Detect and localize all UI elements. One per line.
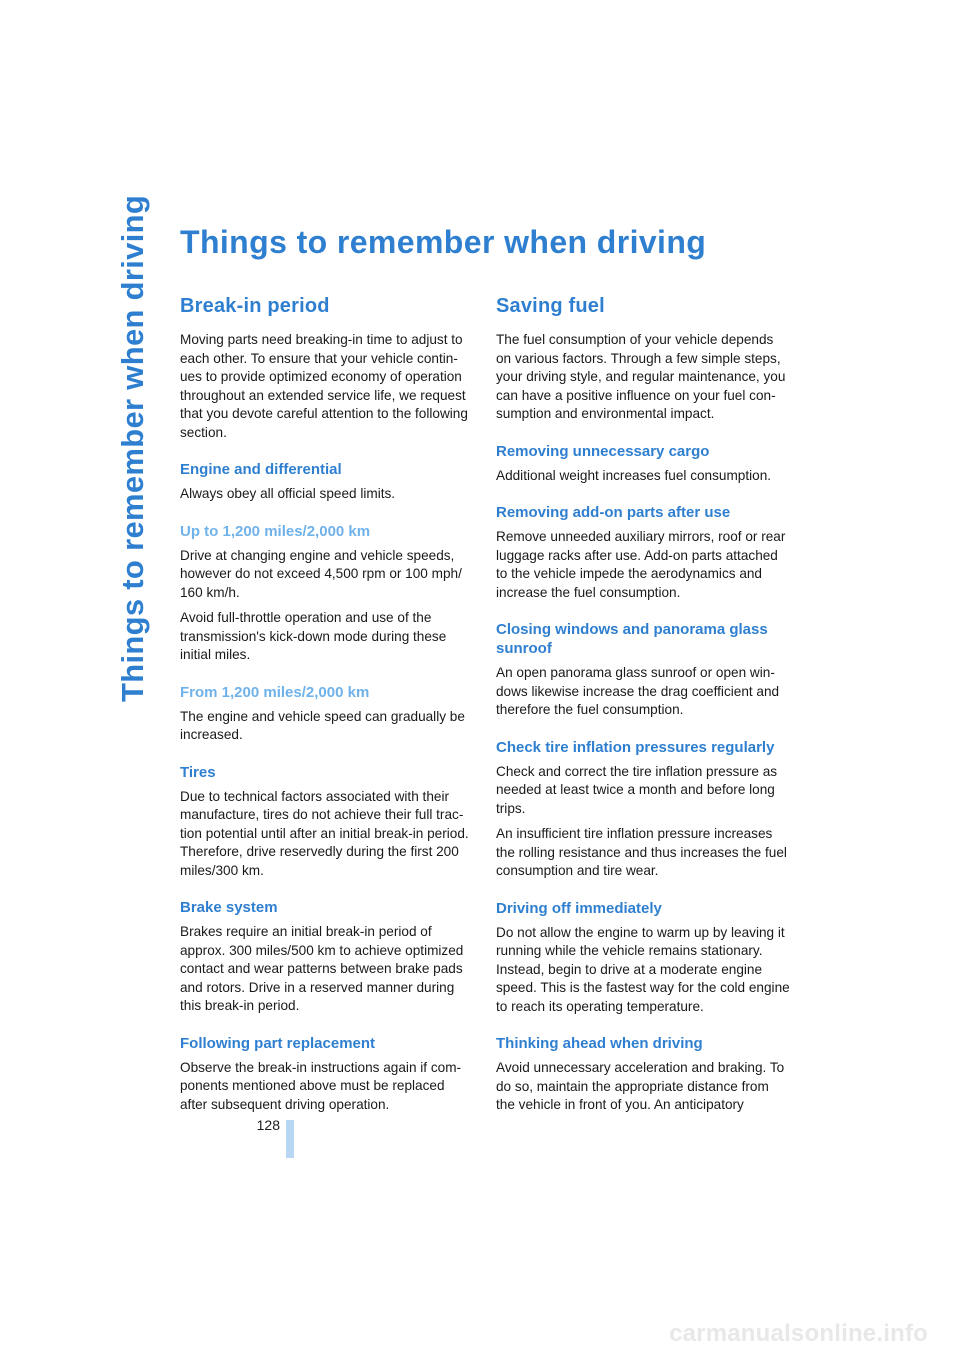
windows-text: An open panorama glass sunroof or open windows likewise increase the drag coefficient and therefore the fuel consumption. xyxy=(496,665,780,717)
addon-text: Remove unneeded auxiliary mirrors, roof or rear luggage racks after use. Add-on parts attached to the vehicle impede the aerodynamics and increase the fuel consumption. xyxy=(496,529,786,600)
page-number-bar xyxy=(286,1120,294,1158)
from-text: The engine and vehicle speed can gradually be increased. xyxy=(180,708,465,742)
addon-heading: Removing add-on parts after use xyxy=(496,504,731,521)
tire-pressure-text-2: An insufficient tire inflation pressure increases the rolling resistance and thus increases the fuel consumption and tire wear. xyxy=(496,826,787,878)
break-in-intro: Moving parts need breaking-in time to adjust to each other. To ensure that your vehicle continues to provide optimized economy of operation throughout an extended service life, we request that you devote careful attention to the following section. xyxy=(180,332,468,440)
upto-text-1: Drive at changing engine and vehicle speeds, however do not exceed 4,500 rpm or 100 mph/ 160 km/h. xyxy=(180,547,462,600)
thinking-ahead-heading: Thinking ahead when driving xyxy=(496,1035,703,1052)
engine-text: Always obey all official speed limits. xyxy=(180,486,396,501)
brake-heading: Brake system xyxy=(180,899,278,916)
watermark-text: carmanualsonline.info xyxy=(669,1320,928,1347)
following-heading: Following part replacement xyxy=(180,1034,376,1052)
side-chapter-label: Things to remember when driving xyxy=(115,194,150,702)
break-in-heading: Break-in period xyxy=(180,295,330,317)
from-heading: From 1,200 miles/2,000 km xyxy=(180,683,370,701)
tire-pressure-text-1: Check and correct the tire inflation pressure as needed at least twice a month and before long trips. xyxy=(496,763,778,816)
engine-heading: Engine and differential xyxy=(180,461,342,478)
tires-heading: Tires xyxy=(180,763,216,781)
break-in-column xyxy=(180,293,474,1121)
drive-off-text: Do not allow the engine to warm up by leaving it running while the vehicle remains stationary. Instead, begin to drive at a moderate engine speed. This is the fastest way for the cold engine to reach its operating temperature. xyxy=(496,924,790,1014)
saving-fuel-column xyxy=(496,293,790,1122)
upto-text-2: Avoid full-throttle operation and use of the transmission's kick-down mode during these initial miles. xyxy=(180,610,447,662)
page-title: Things to remember when driving xyxy=(180,224,707,260)
following-text: Observe the break-in instructions again if components mentioned above must be replaced after subsequent driving operation. xyxy=(180,1059,462,1112)
side-chapter-tab xyxy=(108,194,158,702)
tire-pressure-heading: Check tire inflation pressures regularly xyxy=(496,738,775,756)
windows-heading: Closing windows and panorama glass sunroof xyxy=(496,621,768,657)
upto-heading: Up to 1,200 miles/2,000 km xyxy=(180,522,371,540)
brake-text: Brakes require an initial break-in period of approx. 300 miles/500 km to achieve optimized contact and wear patterns between brake pads and rotors. Drive in a reserved manner during this break-in period. xyxy=(180,924,464,1013)
tires-text: Due to technical factors associated with their manufacture, tires do not achieve their full traction potential until after an initial break-in period. Therefore, drive reservedly during the first 200 miles/300 km. xyxy=(180,788,469,878)
saving-fuel-heading: Saving fuel xyxy=(496,295,605,317)
cargo-text: Additional weight increases fuel consumption. xyxy=(496,467,772,483)
saving-fuel-intro: The fuel consumption of your vehicle depends on various factors. Through a few simple steps, your driving style, and regular maintenance, you can have a positive influence on your fuel consumption and environmental impact. xyxy=(496,332,786,421)
drive-off-heading: Driving off immediately xyxy=(496,899,662,917)
cargo-heading: Removing unnecessary cargo xyxy=(496,442,710,460)
thinking-ahead-text: Avoid unnecessary acceleration and braking. To do so, maintain the appropriate distance from the vehicle in front of you. An anticipatory xyxy=(496,1060,785,1112)
page-number: 128 xyxy=(256,1117,280,1133)
